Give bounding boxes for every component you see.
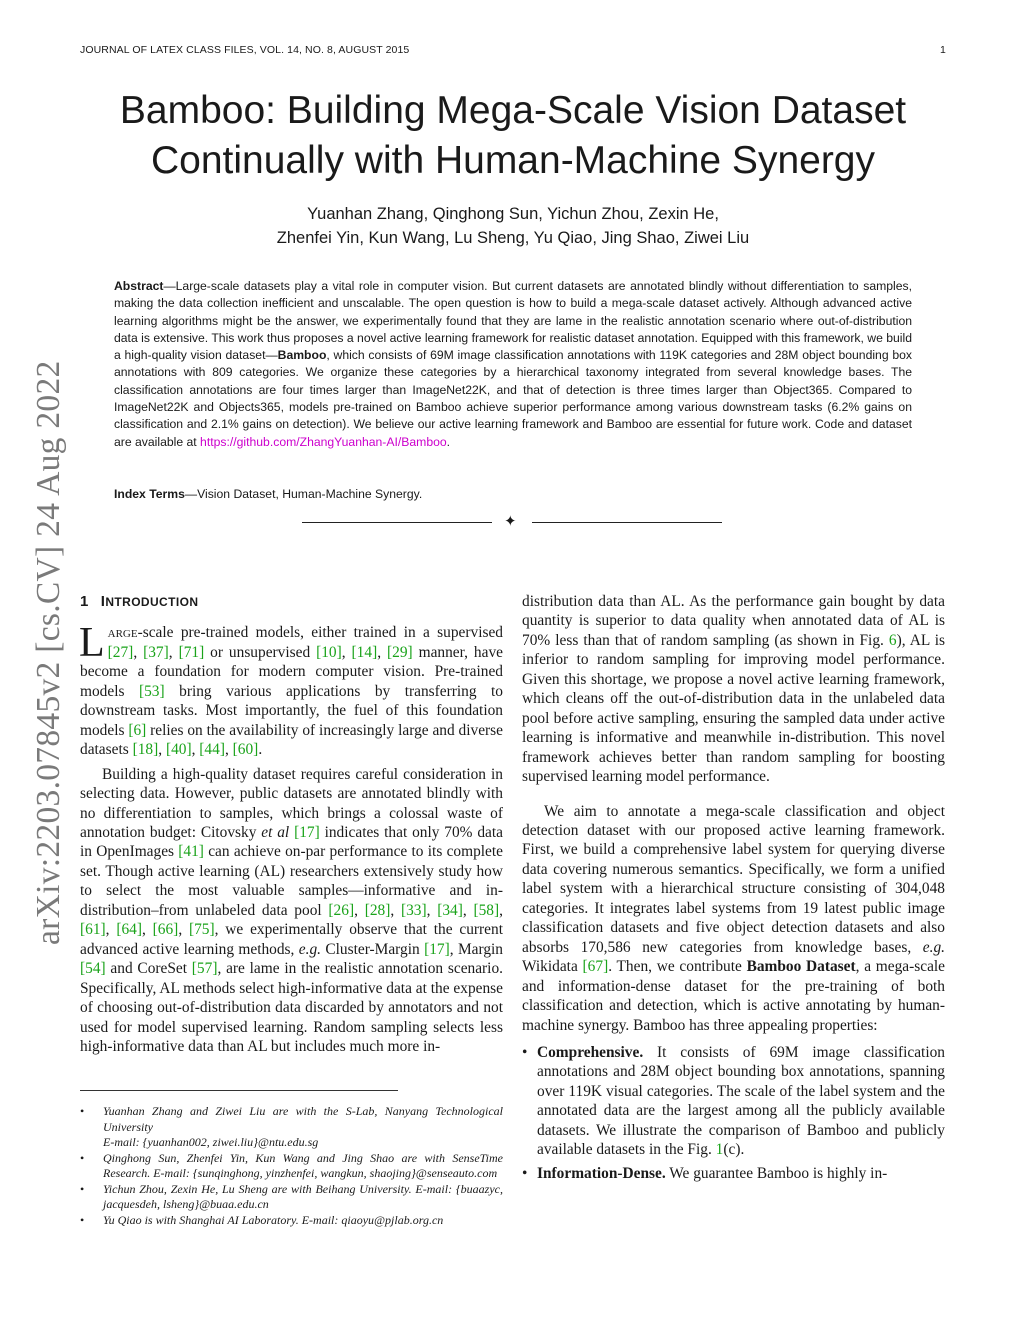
citation[interactable]: [33] bbox=[400, 901, 427, 919]
abstract-label: Abstract bbox=[114, 279, 164, 293]
index-terms-label: Index Terms bbox=[114, 487, 185, 501]
authors-line-2: Zhenfei Yin, Kun Wang, Lu Sheng, Yu Qiao, Jing Shao, Ziwei Liu bbox=[276, 228, 750, 247]
properties-list bbox=[522, 1043, 945, 1183]
bullet-icon: • bbox=[80, 1150, 85, 1165]
drop-cap: L bbox=[79, 620, 105, 667]
citation[interactable]: [28] bbox=[364, 901, 391, 919]
author-list bbox=[80, 203, 946, 250]
footnote-item: • Yichun Zhou, Zexin He, Lu Sheng are with Beihang University. E-mail: {buaazyc, jacquesdeh, lsheng}@buaa.edu.cn bbox=[80, 1181, 503, 1211]
citation[interactable]: [27] bbox=[107, 643, 134, 661]
property-item: • Information-Dense. We guarantee Bamboo is highly in- bbox=[522, 1164, 888, 1182]
section-number: 1 bbox=[80, 593, 89, 610]
citation[interactable]: [26] bbox=[328, 901, 355, 919]
title-line-2: Continually with Human-Machine Synergy bbox=[151, 139, 875, 182]
citation[interactable]: [61] bbox=[80, 921, 106, 939]
divider-ornament-icon: ✦ bbox=[504, 513, 517, 530]
index-terms bbox=[114, 487, 912, 501]
abstract-end: . bbox=[446, 434, 451, 449]
citation[interactable]: [14] bbox=[351, 643, 378, 661]
citation[interactable]: [41] bbox=[178, 843, 204, 861]
body-paragraph-continued: distribution data than AL. As the performance gain bought by data quantity is superior to data quality when annotated data of AL is 70% less than that of random sampling (as shown in Fig. 6), AL is inferior to random sampling for improving model performance. Given this shortage, we propose a novel active learning framework, which cleans off the out-of-distribution data in the unlabeled data pool before active sampling, ensuring the sampled data under active learning is informative and meanwhile in-distribution. This novel framework achieves better than random sampling for boosting supervised learning model performance. bbox=[522, 593, 945, 786]
citation[interactable]: [44] bbox=[199, 741, 225, 759]
citation[interactable]: [66] bbox=[152, 921, 179, 939]
bullet-icon: • bbox=[80, 1212, 85, 1227]
footnote-item: • Qinghong Sun, Zhenfei Yin, Kun Wang and Jing Shao are with SenseTime Research. E-mail: {sunqinghong, yinzhenfei, wangkun, shaojing}@senseauto.com bbox=[80, 1150, 503, 1180]
section-divider bbox=[302, 513, 722, 533]
abstract-text-1: —Large-scale datasets play a vital role in computer vision. But current datasets are annotated blindly without differentiation to samples, making the data collection inefficient and unscalable. The open question is how to build a mega-scale dataset actively. Although advanced active learning algorithms might be the answer, we experimentally found that they are lame in the realistic annotation scenario where out-of-distribution data is extensive. This work thus proposes a novel active learning framework for realistic dataset annotation. Equipped with this framework, we build a high-quality vision dataset— bbox=[114, 279, 912, 363]
title-line-1: Bamboo: Building Mega-Scale Vision Dataset bbox=[119, 89, 907, 132]
property-item: • Comprehensive. It consists of 69M image classification annotations and 28M object bounding box annotations, spanning over 119K visual categories. The scale of the label system and the annotated data are the largest among all the publicly available datasets. We illustrate the comparison of Bamboo and publicly available datasets in the Fig. 1(c). bbox=[522, 1043, 945, 1159]
bullet-icon: • bbox=[80, 1181, 85, 1196]
abstract bbox=[114, 278, 912, 451]
footnote-item: • Yuanhan Zhang and Ziwei Liu are with the S-Lab, Nanyang Technological University E-mail: {yuanhan002, ziwei.liu}@ntu.edu.sg bbox=[80, 1104, 503, 1149]
divider-line-right bbox=[532, 522, 722, 523]
citation[interactable]: [67] bbox=[582, 958, 609, 976]
affiliation-footnotes bbox=[80, 1104, 503, 1228]
citation[interactable]: [54] bbox=[80, 960, 106, 978]
right-column bbox=[522, 592, 945, 1183]
citation[interactable]: [71] bbox=[178, 643, 205, 661]
bullet-icon: • bbox=[522, 1043, 528, 1061]
authors-line-1: Yuanhan Zhang, Qinghong Sun, Yichun Zhou, Zexin He, bbox=[307, 205, 719, 223]
figure-reference[interactable]: 1 bbox=[715, 1141, 724, 1159]
citation[interactable]: [10] bbox=[316, 643, 342, 661]
citation[interactable]: [58] bbox=[473, 901, 500, 919]
citation[interactable]: [29] bbox=[387, 643, 413, 661]
citation[interactable]: [57] bbox=[191, 960, 218, 978]
abstract-dataset-name: Bamboo bbox=[277, 348, 327, 363]
citation[interactable]: [75] bbox=[188, 921, 215, 939]
figure-reference[interactable]: 6 bbox=[888, 631, 897, 649]
index-terms-text: —Vision Dataset, Human-Machine Synergy. bbox=[184, 487, 423, 501]
intro-paragraph-2: Building a high-quality dataset requires careful consideration in selecting data. However, public datasets are annotated blindly with no differentiation to samples, which brings a colossal waste of annotation budget: Citovsky et al [17] indicates that only 70% data in OpenImages [41] can achieve on-par performance to its complete set. Though active learning (AL) researchers extensively study how to select the most valuable samples—informative and in-distribution–from unlabeled data pool [26], [28], [33], [34], [58], [61], [64], [66], [75], we experimentally observe that the current advanced active learning methods, e.g. Cluster-Margin [17], Margin [54] and CoreSet [57], are lame in the realistic annotation scenario. Specifically, AL methods select high-informative data at the expense of choosing out-of-distribution data discarded by annotators and not used for model supervised learning. Random sampling selects less high-informative data than AL but includes much more in- bbox=[80, 765, 503, 1055]
citation[interactable]: [17] bbox=[424, 940, 450, 958]
bullet-icon: • bbox=[522, 1164, 528, 1182]
section-title-first: I bbox=[100, 593, 106, 610]
citation[interactable]: [40] bbox=[165, 741, 192, 759]
citation[interactable]: [53] bbox=[138, 682, 165, 700]
running-header bbox=[80, 44, 946, 56]
footnote-item: • Yu Qiao is with Shanghai AI Laboratory. E-mail: qiaoyu@pjlab.org.cn bbox=[80, 1212, 444, 1227]
citation[interactable]: [60] bbox=[232, 741, 259, 759]
section-heading bbox=[80, 592, 503, 612]
paper-title bbox=[80, 86, 946, 186]
journal-header: JOURNAL OF LATEX CLASS FILES, VOL. 14, NO. 8, AUGUST 2015 bbox=[80, 44, 410, 56]
abstract-text-2: , which consists of 69M image classification annotations with 119K categories and 28M object bounding box annotations with 809 categories. We organize these categories by a hierarchical taxonomy integrated from several knowledge bases. The classification annotations are four times larger than ImageNet22K, and that of detection is three times larger than Object365. Compared to ImageNet22K and Objects365, models pre-trained on Bamboo achieve superior performance among various downstream tasks (6.2% gains on classification and 2.1% gains on detection). We believe our active learning framework and Bamboo are essential for future work. Code and dataset are available at bbox=[114, 348, 912, 449]
body-paragraph-aim: We aim to annotate a mega-scale classification and object detection dataset with our proposed active learning framework. First, we build a comprehensive label system for querying diverse data covering numerous semantics. Specifically, we form a unified label system with a hierarchical structure consisting of 304,048 categories. It integrates label systems from 19 latest public image classification datasets and five object detection datasets and also absorbs 170,586 new categories from knowledge bases, e.g. Wikidata [67]. Then, we contribute Bamboo Dataset, a mega-scale and information-dense dataset for the pre-training of both classification and detection, which is active annotating by human-machine synergy. Bamboo has three appealing properties: bbox=[522, 802, 946, 1034]
code-link[interactable]: https://github.com/ZhangYuanhan-AI/Bamboo bbox=[200, 434, 447, 449]
bullet-icon: • bbox=[80, 1104, 85, 1118]
page-number: 1 bbox=[940, 44, 946, 56]
intro-paragraph-1: Large-scale pre-trained models, either trained in a supervised [27], [37], [71] or unsupervised [10], [14], [29] manner, have become a foundation for modern computer vision. Pre-trained models [53] bring various applications by transferring to downstream tasks. Most importantly, the fuel of this foundation models [6] relies on the availability of increasingly large and diverse datasets [18], [40], [44], [60]. bbox=[79, 620, 503, 759]
citation[interactable]: [6] bbox=[128, 721, 147, 739]
divider-line-left bbox=[302, 522, 492, 523]
citation[interactable]: [34] bbox=[437, 901, 463, 919]
section-title-rest: NTRODUCTION bbox=[105, 595, 199, 609]
citation[interactable]: [37] bbox=[143, 643, 169, 661]
arxiv-identifier: arXiv:2203.07845v2 [cs.CV] 24 Aug 2022 bbox=[30, 360, 67, 945]
footnote-rule bbox=[80, 1090, 398, 1091]
citation[interactable]: [17] bbox=[294, 823, 320, 841]
dataset-name: Bamboo Dataset bbox=[746, 958, 856, 976]
citation[interactable]: [18] bbox=[132, 741, 159, 759]
left-column bbox=[80, 592, 503, 1056]
citation[interactable]: [64] bbox=[116, 921, 142, 939]
